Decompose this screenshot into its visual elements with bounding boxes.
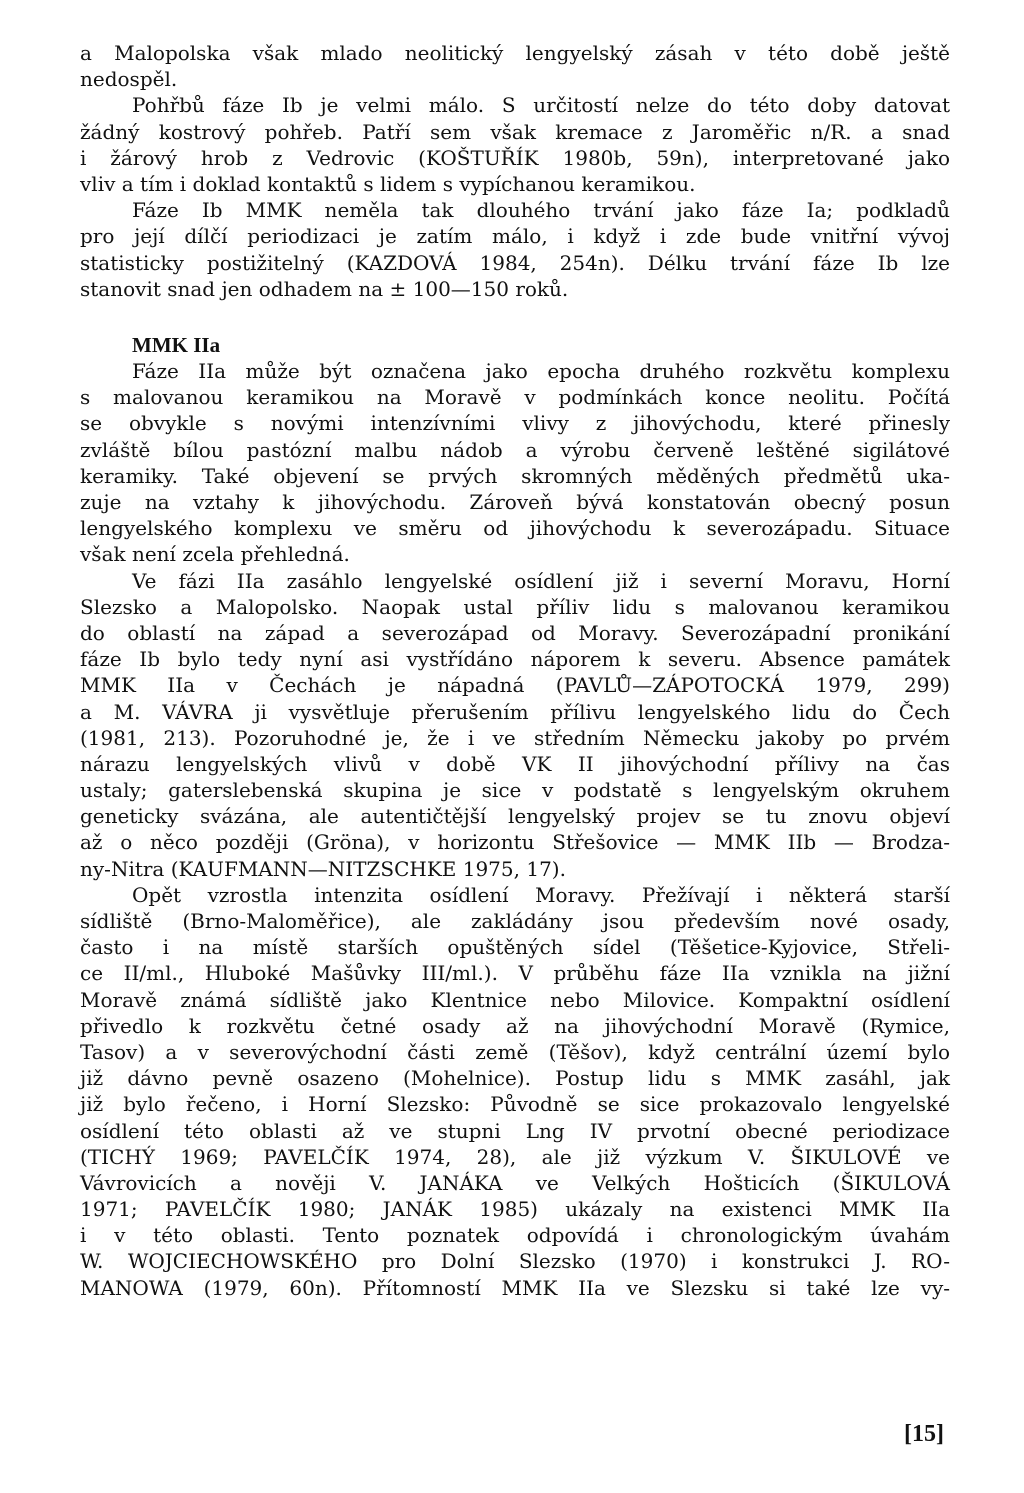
text-line: geneticky svázána, ale autentičtější lengyelský projev se tu znovu objeví (80, 804, 950, 829)
text-line: ustaly; gaterslebenská skupina je sice v podstatě s lengyelským okruhem (80, 778, 950, 803)
text-line: a M. VÁVRA ji vysvětluje přerušením přílivu lengyelského lidu do Čech (80, 699, 950, 724)
text-line: keramiky. Také objevení se prvých skromných měděných předmětů uka- (80, 463, 950, 488)
text-line: Vávrovicích a nověji V. JANÁKA ve Velkých Hošticích (ŠIKULOVÁ (80, 1170, 950, 1195)
section-heading: MMK IIa (132, 332, 221, 357)
text-line: již dávno pevně osazeno (Mohelnice). Postup lidu s MMK zasáhl, jak (80, 1066, 950, 1091)
text-line: 1971; PAVELČÍK 1980; JANÁK 1985) ukázaly na existenci MMK IIa (80, 1197, 950, 1222)
paragraph (80, 92, 950, 197)
text-line: ny-Nitra (KAUFMANN—NITZSCHKE 1975, 17). (80, 856, 566, 881)
text-line: a Malopolska však mlado neolitický lengyelský zásah v této době ještě (80, 41, 950, 65)
text-line: MMK IIa v Čechách je nápadná (PAVLŮ—ZÁPOTOCKÁ 1979, 299) (80, 673, 950, 698)
text-line: pro její dílčí periodizaci je zatím málo, i když i zde bude vnitřní vývoj (80, 224, 950, 249)
text-line: i v této oblasti. Tento poznatek odpovídá i chronologickým úvahám (80, 1223, 950, 1248)
text-line: MANOWA (1979, 60n). Přítomností MMK IIa ve Slezsku si také lze vy- (80, 1275, 950, 1300)
text-line: Opět vzrostla intenzita osídlení Moravy. Přežívají i některá starší (132, 882, 950, 907)
paragraph (80, 358, 950, 568)
text-line: žádný kostrový pohřeb. Patří sem však kremace z Jaroměřic n/R. a snad (80, 119, 950, 144)
page-number: [15] (904, 1421, 944, 1447)
text-line: Pohřbů fáze Ib je velmi málo. S určitostí nelze do této doby datovat (132, 93, 950, 118)
text-line: Slezsko a Malopolsko. Naopak ustal příliv lidu s malovanou keramikou (80, 594, 950, 619)
text-line: Fáze Ib MMK neměla tak dlouhého trvání jako fáze Ia; podkladů (132, 198, 950, 223)
paragraph (80, 40, 950, 92)
text-line: do oblastí na západ a severozápad od Moravy. Severozápadní pronikání (80, 620, 950, 645)
paragraph (80, 882, 950, 1301)
text-line: osídlení této oblasti až ve stupni Lng IV prvotní obecné periodizace (80, 1118, 950, 1143)
text-line: (1981, 213). Pozoruhodné je, že i ve středním Německu jakoby po prvém (80, 725, 950, 750)
text-line: nedospěl. (80, 67, 178, 92)
paragraph (80, 197, 950, 302)
text-line: ce II/ml., Hluboké Mašůvky III/ml.). V průběhu fáze IIa vznikla na jižní (80, 961, 950, 986)
text-line: již bylo řečeno, i Horní Slezsko: Původně se sice prokazovalo lengyelské (80, 1092, 950, 1117)
text-line: však není zcela přehledná. (80, 542, 350, 567)
text-line: Ve fázi IIa zasáhlo lengyelské osídlení již i severní Moravu, Horní (132, 568, 950, 593)
paragraph (80, 568, 950, 882)
text-line: Moravě známá sídliště jako Klentnice nebo Milovice. Kompaktní osídlení (80, 987, 950, 1012)
text-line: Tasov) a v severovýchodní části země (Těšov), když centrální území bylo (80, 1039, 950, 1064)
text-line: zvláště bílou pastózní malbu nádob a výrobu červeně leštěné sigilátové (80, 437, 950, 462)
text-line: zuje na vztahy k jihovýchodu. Zároveň bývá konstatován obecný posun (80, 490, 950, 514)
text-line: s malovanou keramikou na Moravě v podmínkách konce neolitu. Počítá (80, 385, 950, 410)
text-line: nárazu lengyelských vlivů v době VK II jihovýchodní přílivy na čas (80, 751, 950, 776)
text-line: statisticky postižitelný (KAZDOVÁ 1984, 254n). Délku trvání fáze Ib lze (80, 250, 950, 275)
text-line: se obvykle s novými intenzívními vlivy z jihovýchodu, které přinesly (80, 411, 950, 436)
text-line: fáze Ib bylo tedy nyní asi vystřídáno náporem k severu. Absence památek (80, 647, 950, 672)
text-line: i žárový hrob z Vedrovic (KOŠTUŘÍK 1980b, 59n), interpretované jako (80, 145, 950, 170)
text-line: vliv a tím i doklad kontaktů s lidem s vypíchanou keramikou. (80, 171, 696, 196)
text-line: lengyelského komplexu ve směru od jihovýchodu k severozápadu. Situace (80, 516, 950, 541)
text-line: W. WOJCIECHOWSKÉHO pro Dolní Slezsko (1970) i konstrukci J. RO- (80, 1249, 950, 1274)
text-line: stanovit snad jen odhadem na ± 100—150 roků. (80, 276, 569, 301)
text-line: sídliště (Brno-Maloměřice), ale zakládány jsou především nové osady, (80, 909, 950, 933)
text-line: (TICHÝ 1969; PAVELČÍK 1974, 28), ale již výzkum V. ŠIKULOVÉ ve (80, 1144, 950, 1169)
text-line: až o něco později (Gröna), v horizontu Střešovice — MMK IIb — Brodza- (80, 830, 950, 855)
text-line: často i na místě starších opuštěných sídel (Těšetice-Kyjovice, Střeli- (80, 935, 950, 960)
text-line: přivedlo k rozkvětu četné osady až na jihovýchodní Moravě (Rymice, (80, 1013, 950, 1038)
page-text (80, 40, 950, 1301)
text-line: Fáze IIa může být označena jako epocha druhého rozkvětu komplexu (132, 359, 950, 384)
